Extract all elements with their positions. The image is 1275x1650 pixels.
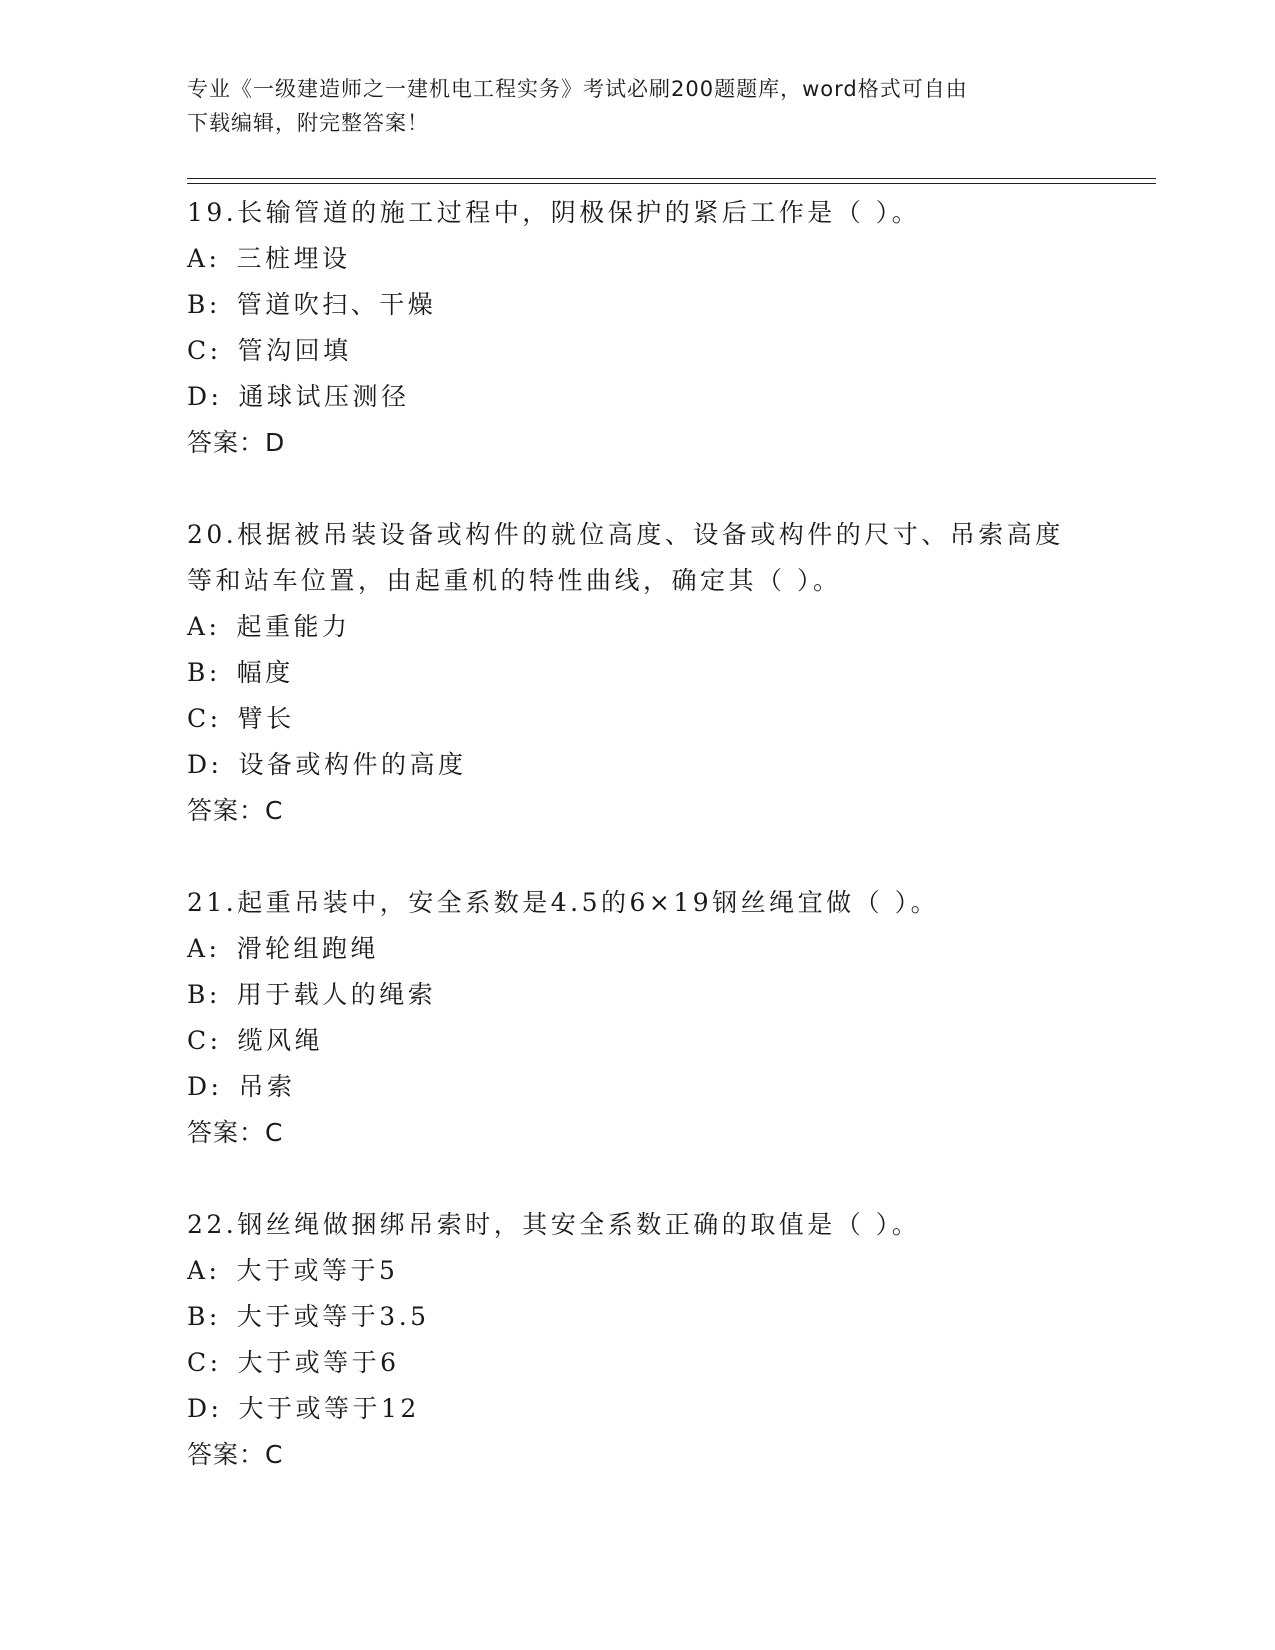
- document-header: [187, 72, 1087, 140]
- option-letter: B:: [187, 980, 221, 1009]
- question-stem-line: 21.起重吊装中，安全系数是4.5的6×19钢丝绳宜做（ ）。: [187, 888, 940, 917]
- answer-key: 答案：C: [187, 796, 284, 825]
- question-stem-line: 22.钢丝绳做捆绑吊索时，其安全系数正确的取值是（ ）。: [187, 1210, 921, 1239]
- question-block: [187, 512, 1127, 834]
- option-letter: A:: [187, 612, 221, 641]
- option-letter: B:: [187, 290, 221, 319]
- option-text: 管道吹扫、干燥: [236, 290, 437, 319]
- option-text: 幅度: [236, 658, 294, 687]
- answer-option: [187, 236, 1127, 282]
- question-block: [187, 1202, 1127, 1478]
- option-text: 设备或构件的高度: [238, 750, 467, 779]
- option-letter: C:: [187, 1026, 222, 1055]
- option-text: 缆风绳: [237, 1026, 324, 1055]
- answer-option: [187, 926, 1127, 972]
- question-list: [187, 190, 1127, 1524]
- option-text: 滑轮组跑绳: [236, 934, 379, 963]
- question-block: [187, 190, 1127, 466]
- option-letter: C:: [187, 1348, 222, 1377]
- answer-option: [187, 374, 1127, 420]
- option-letter: B:: [187, 1302, 221, 1331]
- answer-option: [187, 696, 1127, 742]
- option-letter: D:: [187, 382, 223, 411]
- option-letter: C:: [187, 704, 222, 733]
- header-divider-top: [187, 178, 1156, 179]
- option-letter: A:: [187, 244, 221, 273]
- option-text: 大于或等于12: [238, 1394, 420, 1423]
- option-letter: A:: [187, 1256, 221, 1285]
- header-line-2: 下载编辑，附完整答案！: [187, 111, 429, 135]
- answer-option: [187, 328, 1127, 374]
- option-text: 大于或等于5: [236, 1256, 399, 1285]
- answer-key: 答案：C: [187, 1118, 284, 1147]
- option-text: 大于或等于3.5: [236, 1302, 430, 1331]
- option-text: 三桩埋设: [236, 244, 351, 273]
- answer-option: [187, 1248, 1127, 1294]
- question-stem: [187, 512, 1127, 604]
- option-text: 臂长: [237, 704, 295, 733]
- answer-key: 答案：D: [187, 428, 286, 457]
- answer-option: [187, 650, 1127, 696]
- question-stem: [187, 880, 1127, 926]
- option-text: 起重能力: [236, 612, 351, 641]
- option-text: 管沟回填: [237, 336, 352, 365]
- option-text: 用于载人的绳索: [236, 980, 437, 1009]
- answer-option: [187, 1018, 1127, 1064]
- answer-option: [187, 1064, 1127, 1110]
- question-stem: [187, 190, 1127, 236]
- option-letter: C:: [187, 336, 222, 365]
- question-stem-line: 等和站车位置，由起重机的特性曲线，确定其（ ）。: [187, 566, 842, 595]
- answer-option: [187, 604, 1127, 650]
- answer-option: [187, 282, 1127, 328]
- option-letter: D:: [187, 1394, 223, 1423]
- answer-option: [187, 1340, 1127, 1386]
- option-letter: A:: [187, 934, 221, 963]
- answer-key: 答案：C: [187, 1440, 284, 1469]
- option-text: 通球试压测径: [238, 382, 410, 411]
- answer-option: [187, 972, 1127, 1018]
- question-stem-line: 20.根据被吊装设备或构件的就位高度、设备或构件的尺寸、吊索高度: [187, 520, 1064, 549]
- option-text: 大于或等于6: [237, 1348, 400, 1377]
- option-letter: B:: [187, 658, 221, 687]
- answer-option: [187, 1386, 1127, 1432]
- option-letter: D:: [187, 1072, 223, 1101]
- header-line-1: 专业《一级建造师之一建机电工程实务》考试必刷200题题库，word格式可自由: [187, 77, 968, 101]
- question-stem: [187, 1202, 1127, 1248]
- answer-option: [187, 1294, 1127, 1340]
- question-stem-line: 19.长输管道的施工过程中，阴极保护的紧后工作是（ ）。: [187, 198, 921, 227]
- answer-option: [187, 742, 1127, 788]
- question-block: [187, 880, 1127, 1156]
- option-text: 吊索: [238, 1072, 296, 1101]
- header-divider-bottom: [187, 183, 1156, 184]
- option-letter: D:: [187, 750, 223, 779]
